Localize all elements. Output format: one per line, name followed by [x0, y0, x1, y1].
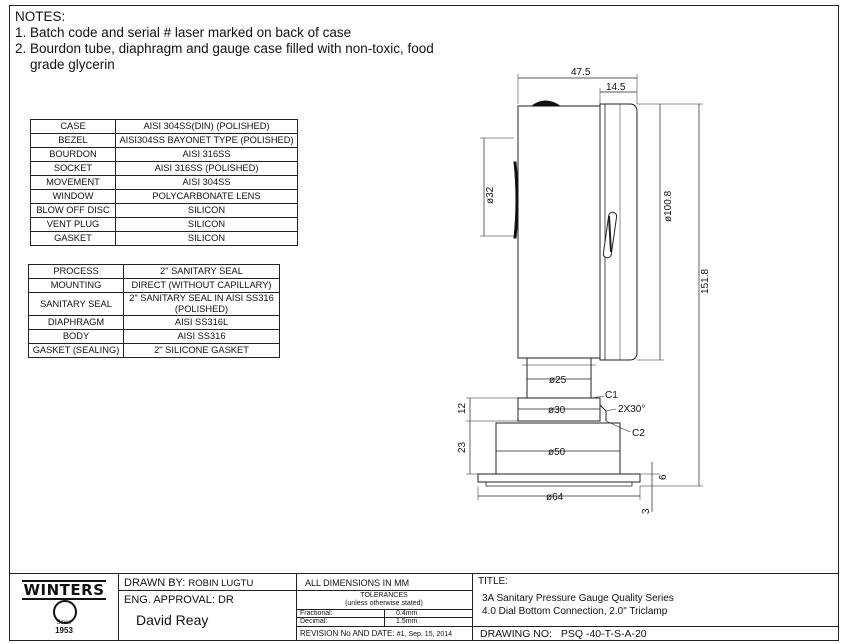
drawing-no-label: DRAWING NO: [480, 628, 552, 640]
material-cell: AISI SS316 [124, 330, 280, 344]
fractional-label: Fractional: [300, 610, 333, 617]
eng-approval-label: ENG. APPROVAL: [124, 594, 215, 606]
decimal-value: 1.5mm [396, 618, 418, 625]
part-cell: BEZEL [31, 134, 116, 148]
material-cell: SILICON [116, 218, 298, 232]
eng-approval-value: DR [217, 594, 234, 606]
note-2-cont: grade glycerin [30, 57, 115, 72]
part-cell: BLOW OFF DISC [31, 204, 116, 218]
dim-d50: ø50 [548, 447, 566, 458]
part-cell: MOVEMENT [31, 176, 116, 190]
drawn-by-label: DRAWN BY: [124, 577, 186, 589]
part-cell: CASE [31, 120, 116, 134]
material-cell: AISI SS316L [124, 316, 280, 330]
material-cell: AISI 304SS(DIN) (POLISHED) [116, 120, 298, 134]
label-c1: C1 [605, 390, 618, 401]
drawing-number [480, 628, 647, 640]
material-cell: AISI304SS BAYONET TYPE (POLISHED) [116, 134, 298, 148]
gauge-bezel [600, 104, 637, 360]
part-cell: SANITARY SEAL [29, 293, 124, 316]
part-cell: MOUNTING [29, 279, 124, 293]
logo-year: 1953 [55, 626, 73, 635]
revision [300, 629, 452, 638]
material-cell: 2" SANITARY SEAL IN AISI SS316 (POLISHED) [124, 293, 280, 316]
label-c2: C2 [632, 428, 645, 439]
title-line-1: 3A Sanitary Pressure Gauge Quality Series [482, 593, 674, 604]
revision-label: REVISION No AND DATE: [300, 629, 395, 638]
part-cell: GASKET (SEALING) [29, 344, 124, 358]
dim-6: 6 [658, 474, 669, 480]
drawing-no-value: PSQ -40-T-S-A-20 [560, 628, 647, 640]
dim-d30: ø30 [548, 405, 566, 416]
all-dimensions-note: ALL DIMENSIONS IN MM [305, 578, 410, 588]
notes-heading: NOTES: [15, 9, 66, 24]
winters-logo [22, 580, 106, 638]
dim-d100-8: ø100.8 [663, 190, 674, 222]
case-top-mark [532, 101, 560, 106]
revision-value: #1, Sep. 15, 2014 [396, 631, 453, 638]
material-cell: SILICON [116, 232, 298, 246]
part-cell: PROCESS [29, 265, 124, 279]
dim-151-8: 151.8 [700, 268, 711, 294]
case-back-shading [514, 162, 518, 238]
gauge-case [518, 106, 600, 358]
label-chamfer: 2X30° [618, 404, 646, 415]
material-cell: AISI 316SS [116, 148, 298, 162]
note-1: 1. Batch code and serial # laser marked on back of case [15, 25, 352, 40]
tolerances-title: TOLERANCES [360, 592, 408, 599]
part-cell: BODY [29, 330, 124, 344]
material-cell: AISI 316SS (POLISHED) [116, 162, 298, 176]
title-line-2: 4.0 Dial Bottom Connection, 2.0" Triclamp [482, 606, 668, 617]
dim-23: 23 [457, 441, 468, 453]
material-cell: 2" SANITARY SEAL [124, 265, 280, 279]
part-cell: WINDOW [31, 190, 116, 204]
material-cell: AISI 304SS [116, 176, 298, 190]
part-cell: SOCKET [31, 162, 116, 176]
material-cell: POLYCARBONATE LENS [116, 190, 298, 204]
fractional-value: 0.4mm [396, 610, 418, 617]
part-cell: DIAPHRAGM [29, 316, 124, 330]
dim-47-5: 47.5 [571, 67, 591, 78]
title-label: TITLE: [478, 576, 509, 587]
logo-since: Since [56, 620, 72, 626]
material-cell: 2" SILICONE GASKET [124, 344, 280, 358]
part-cell: VENT PLUG [31, 218, 116, 232]
drawn-by-value: ROBIN LUGTU [188, 578, 254, 589]
part-cell: BOURDON [31, 148, 116, 162]
logo-wordmark: WINTERS [23, 581, 105, 599]
dim-3: 3 [641, 508, 652, 514]
dim-d25: ø25 [549, 375, 567, 386]
dim-14-5: 14.5 [606, 82, 626, 93]
eng-approval [124, 594, 234, 606]
dim-d32: ø32 [485, 186, 496, 204]
drawn-by [124, 577, 253, 589]
signature: David Reay [136, 612, 209, 628]
material-cell: DIRECT (WITHOUT CAPILLARY) [124, 279, 280, 293]
decimal-label: Decimal: [300, 618, 328, 625]
tolerances-subtitle: (unless otherwise stated) [345, 600, 423, 607]
dim-d64: ø64 [546, 492, 564, 503]
part-cell: GASKET [31, 232, 116, 246]
note-2: 2. Bourdon tube, diaphragm and gauge case filled with non-toxic, food [15, 41, 434, 56]
material-cell: SILICON [116, 204, 298, 218]
dim-12: 12 [457, 402, 468, 414]
